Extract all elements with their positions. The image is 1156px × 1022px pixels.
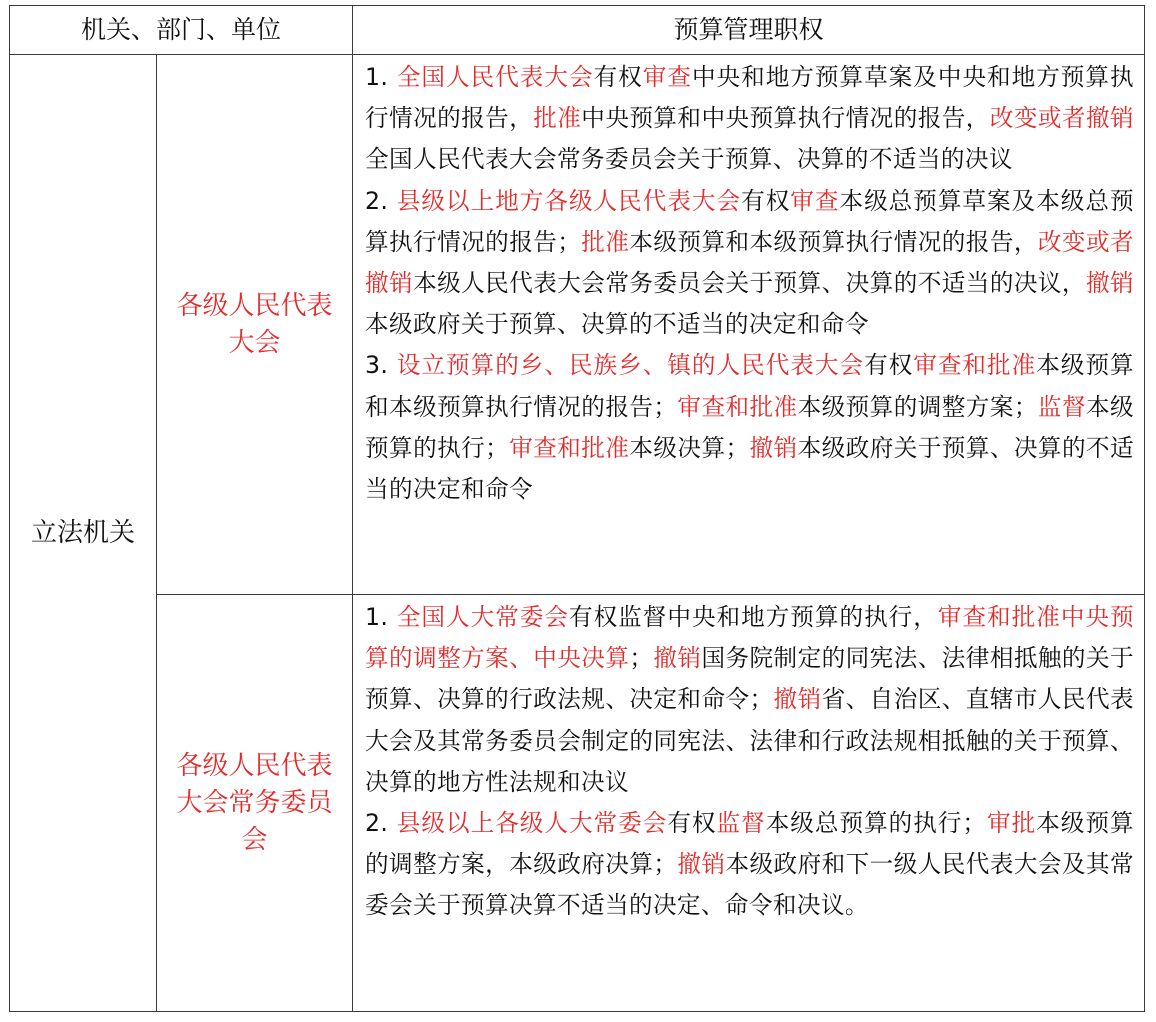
body-text: 本级预算的执行； <box>365 392 1135 462</box>
body-text: 本级总预算草案及本级总预算执行情况的报告； <box>365 186 1134 256</box>
body-text: 有权监督中央和地方预算的执行， <box>568 603 938 631</box>
highlight-text: 撤销 <box>677 850 726 879</box>
highlight-text: 撤销 <box>653 644 702 673</box>
highlight-text: 撤销 <box>773 685 822 714</box>
body-text: 1. <box>365 63 397 91</box>
power-item <box>365 345 1134 510</box>
body-text: 本级人民代表大会常务委员会关于预算、决算的不适当的决议， <box>413 269 1086 298</box>
body-text: 本级政府关于预算、决算的不适当的决定和命令 <box>365 433 1135 504</box>
highlight-text: 批准 <box>581 227 630 256</box>
body-text: 1. <box>365 603 397 631</box>
row-standing-committee <box>10 595 1145 1012</box>
powers-standing-committee <box>353 595 1145 1012</box>
highlight-text: 审查 <box>642 63 692 91</box>
body-text: 中央预算和中央预算执行情况的报告， <box>581 104 990 133</box>
highlight-text: 改变或者撤销 <box>365 227 1134 298</box>
power-item <box>365 803 1134 927</box>
highlight-text: 设立预算的乡、民族乡、镇的人民代表大会 <box>396 351 865 380</box>
powers-congress <box>353 55 1145 595</box>
body-text: 省、自治区、直辖市人民代表大会及其常务委员会制定的同宪法、法律和行政法规相抵触的关于预算、决算的地方性法规和决议 <box>365 685 1134 796</box>
highlight-text: 撤销 <box>1085 269 1134 298</box>
body-text: 本级决算； <box>629 433 750 462</box>
highlight-text: 县级以上地方各级人民代表大会 <box>396 186 742 215</box>
power-item <box>365 597 1134 803</box>
body-text: 有权 <box>593 63 643 91</box>
header-powers: 预算管理职权 <box>353 6 1145 55</box>
body-text: 本级预算和本级预算执行情况的报告， <box>629 227 1038 256</box>
row-congress <box>10 55 1145 595</box>
highlight-text: 改变或者撤销 <box>989 104 1134 133</box>
body-standing-committee: 各级人民代表大会常务委员会 <box>157 595 353 1012</box>
body-congress: 各级人民代表大会 <box>157 55 353 595</box>
body-text: 2. <box>365 809 397 838</box>
body-text: 有权 <box>741 186 791 215</box>
highlight-text: 审批 <box>986 809 1037 838</box>
body-text: 有权 <box>864 351 914 380</box>
header-org: 机关、部门、单位 <box>10 6 353 55</box>
highlight-text: 审查和批准 <box>913 351 1037 380</box>
highlight-text: 审查 <box>790 186 840 215</box>
budget-powers-table <box>9 5 1145 1012</box>
body-text: 全国人民代表大会常务委员会关于预算、决算的不适当的决议 <box>365 145 1013 174</box>
body-text: ； <box>629 644 654 673</box>
power-item <box>365 181 1134 346</box>
body-text: 本级总预算的执行； <box>765 809 987 838</box>
body-text: 中央和地方预算草案及中央和地方预算执行情况的报告， <box>365 63 1134 133</box>
highlight-text: 全国人民代表大会 <box>396 63 594 91</box>
body-text: 国务院制定的同宪法、法律相抵触的关于预算、决算的行政法规、决定和命令； <box>365 644 1134 714</box>
highlight-text: 审查和批准 <box>509 433 630 462</box>
body-text: 有权 <box>667 809 717 838</box>
highlight-text: 撤销 <box>749 433 798 462</box>
highlight-text: 审查和批准中央预算的调整方案、中央决算 <box>365 603 1134 673</box>
highlight-text: 审查和批准 <box>677 392 798 421</box>
body-text: 本级预算和本级预算执行情况的报告； <box>365 351 1134 421</box>
highlight-text: 监督 <box>716 809 766 838</box>
category-legislative: 立法机关 <box>10 55 157 1012</box>
highlight-text: 监督 <box>1037 392 1086 421</box>
power-item <box>365 57 1134 181</box>
highlight-text: 县级以上各级人大常委会 <box>396 809 668 838</box>
highlight-text: 全国人大常委会 <box>396 603 569 631</box>
highlight-text: 批准 <box>533 104 582 133</box>
body-text: 3. <box>365 351 397 380</box>
body-text: 本级政府关于预算、决算的不适当的决定和命令 <box>365 310 869 339</box>
body-text: 2. <box>365 186 397 215</box>
body-text: 本级预算的调整方案； <box>797 392 1038 421</box>
body-text: 本级预算的调整方案，本级政府决算； <box>365 809 1134 879</box>
body-text: 本级政府和下一级人民代表大会及其常委会关于预算决算不适当的决定、命令和决议。 <box>365 850 1134 920</box>
header-row <box>10 6 1145 55</box>
